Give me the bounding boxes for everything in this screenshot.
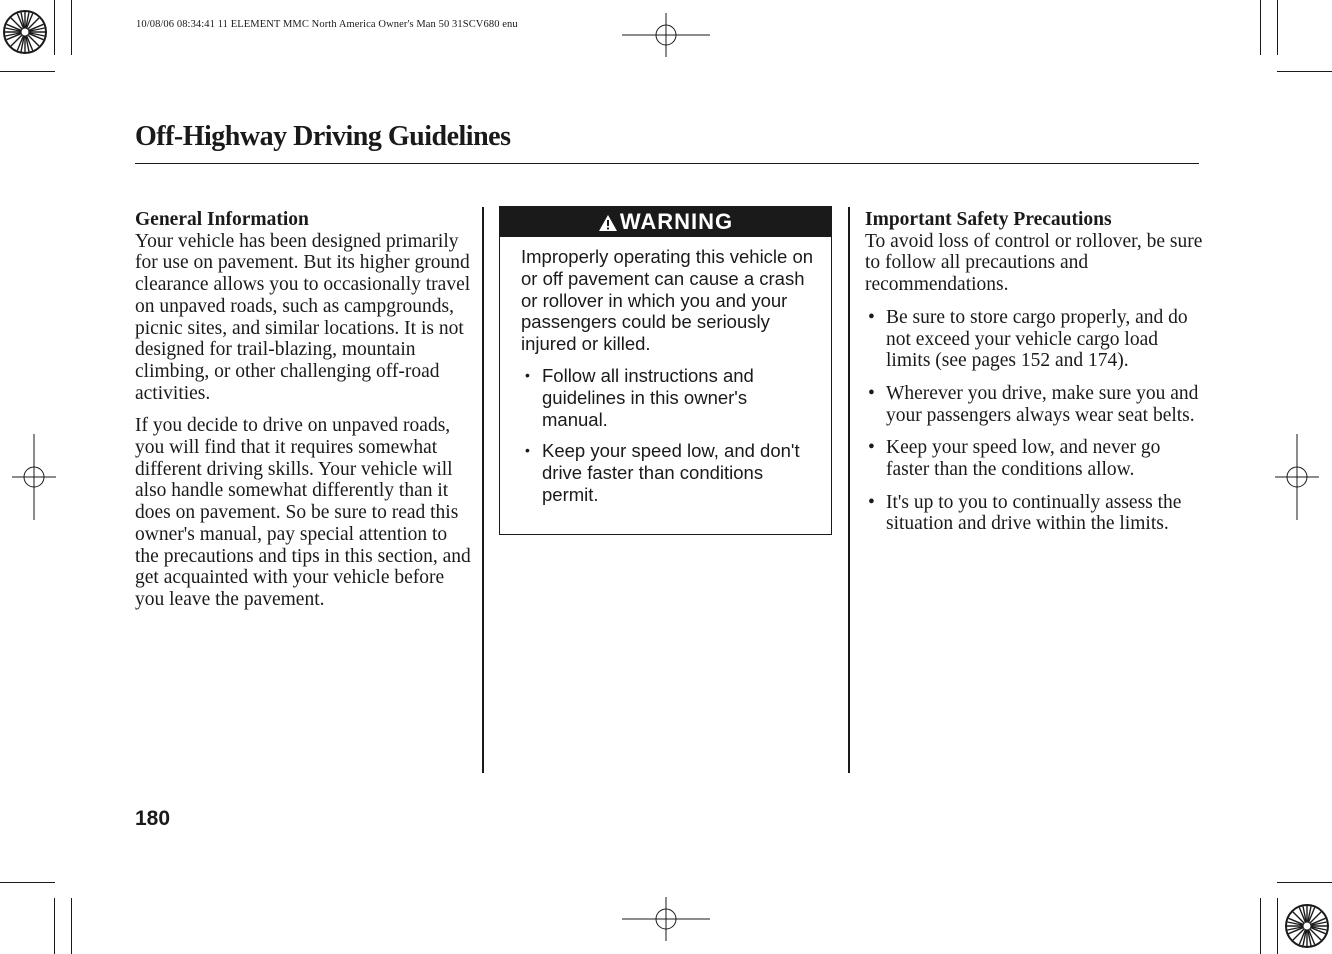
list-item-text: Keep your speed low, and never go faster than the conditions allow.: [886, 437, 1161, 481]
precautions-intro: [865, 209, 1203, 296]
title-rule: [135, 163, 1199, 164]
warning-box: [499, 206, 832, 535]
warning-header: [500, 207, 831, 237]
list-item: [865, 437, 1203, 480]
paragraph-text: To avoid loss of control or rollover, be sure to follow all precautions and recommendations.: [865, 230, 1203, 296]
safety-precautions-section: [865, 209, 1203, 546]
page-number: 180: [135, 807, 171, 830]
bullet-icon: •: [525, 366, 530, 383]
list-item: [521, 440, 815, 505]
registration-crosshair-icon: [622, 897, 710, 941]
precautions-list: [865, 307, 1203, 535]
list-item-text: Keep your speed low, and don't drive faster than conditions permit.: [542, 440, 800, 505]
general-paragraph: [135, 209, 475, 404]
registration-crosshair-icon: [1275, 434, 1319, 520]
list-item: [521, 365, 815, 430]
bullet-icon: •: [868, 491, 875, 513]
warning-label: WARNING: [619, 209, 734, 234]
bullet-icon: •: [868, 382, 875, 404]
list-item: [865, 492, 1203, 535]
registration-sunburst-icon: [2, 9, 48, 55]
section-heading: Important Safety Precautions: [865, 209, 1112, 230]
list-item-text: Follow all instructions and guidelines in this owner's manual.: [542, 364, 754, 430]
general-information-section: [135, 209, 475, 622]
general-paragraph: If you decide to drive on unpaved roads, you will find that it requires somewhat different driving skills. Your vehicle will also handle somewhat differently than it does on pavement. So be sure to read this owner's manual, pay special attention to the precautions and tips in this section, and get acquainted with your vehicle before you leave the pavement.: [135, 415, 471, 610]
bullet-icon: •: [868, 437, 875, 459]
registration-crosshair-icon: [622, 13, 710, 57]
list-item: [865, 307, 1203, 372]
warning-text: Improperly operating this vehicle on or off pavement can cause a crash or rollover in which you and your passengers could be seriously injured or killed.: [521, 246, 814, 355]
bullet-icon: •: [868, 306, 875, 328]
page-title: Off-Highway Driving Guidelines: [135, 121, 511, 152]
registration-sunburst-icon: [1284, 903, 1330, 949]
list-item: [865, 383, 1203, 426]
bullet-icon: •: [525, 442, 530, 459]
warning-list: [521, 365, 815, 506]
warning-body: [500, 237, 831, 506]
warning-triangle-icon: [598, 214, 618, 232]
list-item-text: Wherever you drive, make sure you and your passengers always wear seat belts.: [886, 382, 1199, 426]
column-divider: [848, 207, 850, 773]
column-divider: [482, 207, 484, 773]
list-item-text: It's up to you to continually assess the situation and drive within the limits.: [886, 491, 1182, 535]
section-heading: General Information: [135, 209, 309, 230]
paragraph-text: Your vehicle has been designed primarily for use on pavement. But its higher ground clearance allows you to occasionally travel on unpaved roads, such as campgrounds, picnic sites, and similar locations. It is not designed for trail-blazing, mountain climbing, or other challenging off-road activities.: [135, 230, 471, 404]
list-item-text: Be sure to store cargo properly, and do not exceed your vehicle cargo load limits (see pages 152 and 174).: [886, 306, 1188, 372]
registration-crosshair-icon: [12, 434, 56, 520]
print-info: 10/08/06 08:34:41 11 ELEMENT MMC North America Owner's Man 50 31SCV680 enu: [136, 19, 518, 30]
